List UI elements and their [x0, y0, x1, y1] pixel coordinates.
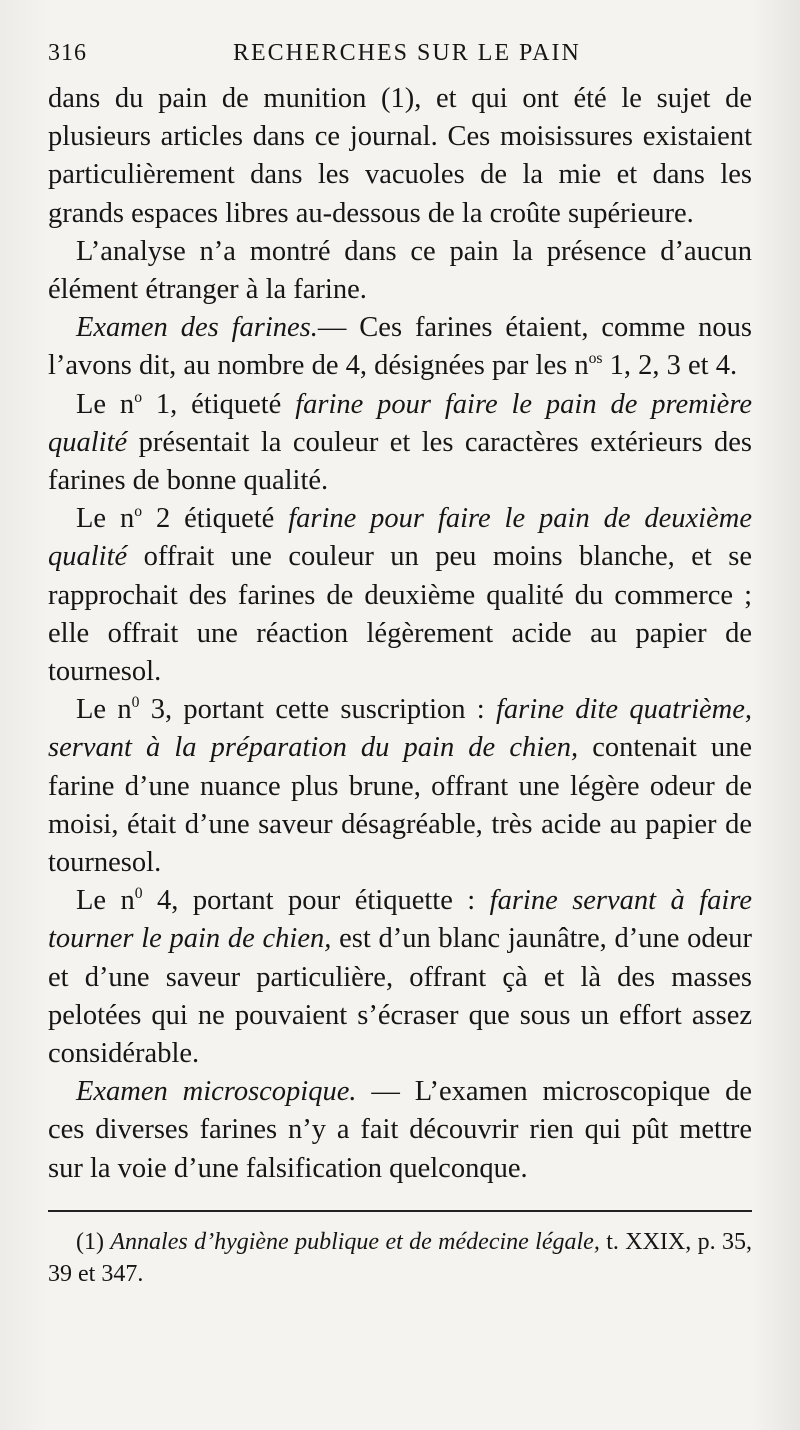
text: 3, portant cette suscription :	[139, 694, 496, 726]
section-heading-microscopique: Examen microscopique.	[76, 1076, 357, 1108]
paragraph-7	[48, 882, 752, 1073]
text: présentait la couleur et les caractères extérieurs des farines de bonne qualité.	[48, 426, 752, 497]
footnote-ref: t. XXIX, p. 35, 39 et 347.	[48, 1228, 753, 1287]
paragraph-8-text: — L’examen microscopique de ces diverses farines n’y a fait découvrir rien qui pût mettre sur la voie d’une falsification quelconque.	[48, 1076, 752, 1184]
footnote	[48, 1226, 752, 1290]
text: Le n	[76, 694, 132, 726]
superscript: os	[588, 350, 603, 368]
superscript: 0	[131, 694, 140, 712]
superscript: o	[134, 388, 143, 406]
text: offrait une couleur un peu moins blanche, et se rapprochait des farines de deuxième qualité du commerce ; elle offrait une réaction légèrement acide au papier de tournesol.	[48, 541, 752, 688]
superscript: 0	[134, 885, 143, 903]
text: Le n	[76, 503, 135, 535]
paragraph-3-end: 1, 2, 3 et 4.	[602, 350, 738, 382]
text: est d’un blanc jaunâtre, d’une odeur et d’une saveur particulière, offrant çà et là des masses pelotées qui ne pouvaient s’écraser que sous un effort assez considérable.	[48, 923, 752, 1070]
text: 4, portant pour étiquette :	[142, 885, 490, 917]
footnote-source: Annales d’hygiène publique et de médecine légale,	[110, 1228, 600, 1255]
text: 2 étiqueté	[142, 503, 289, 535]
section-heading-farines: Examen des farines.	[76, 312, 318, 344]
paragraph-2: L’analyse n’a montré dans ce pain la présence d’aucun élément étranger à la farine.	[48, 235, 752, 306]
running-title: RECHERCHES SUR LE PAIN	[233, 40, 581, 66]
text: Le n	[76, 388, 135, 420]
paragraph-6	[48, 691, 752, 882]
text: contenait une farine d’une nuance plus brune, offrant une légère odeur de moisi, était d’une saveur désagréable, très acide au papier de tournesol.	[48, 732, 752, 879]
running-header	[48, 40, 752, 80]
label-quote: farine dite quatrième, servant à la préparation du pain de chien,	[48, 694, 752, 764]
text: 1, étiqueté	[142, 388, 296, 420]
paragraph-8	[48, 1073, 752, 1188]
page-body	[48, 80, 752, 1188]
label-quote: farine servant à faire tourner le pain de chien,	[48, 885, 753, 955]
text: Le n	[76, 885, 135, 917]
footnote-divider	[48, 1210, 752, 1212]
paragraph-1: dans du pain de munition (1), et qui ont été le sujet de plusieurs articles dans ce journal. Ces moisissures existaient particulièrement dans les vacuoles de la mie et dans les grands espaces libres au-dessous de la croûte supérieure.	[48, 83, 752, 229]
superscript: o	[134, 503, 143, 521]
paragraph-3-text: — Ces farines étaient, comme nous l’avons dit, au nombre de 4, désignées par les n	[48, 312, 752, 382]
paragraph-4	[48, 386, 752, 501]
paragraph-5	[48, 500, 752, 691]
paragraph-3	[48, 309, 752, 385]
label-quote: farine pour faire le pain de première qualité	[48, 388, 752, 458]
footnote-marker: (1)	[76, 1228, 104, 1255]
label-quote: farine pour faire le pain de deuxième qualité	[48, 503, 752, 573]
page-number: 316	[48, 40, 87, 66]
